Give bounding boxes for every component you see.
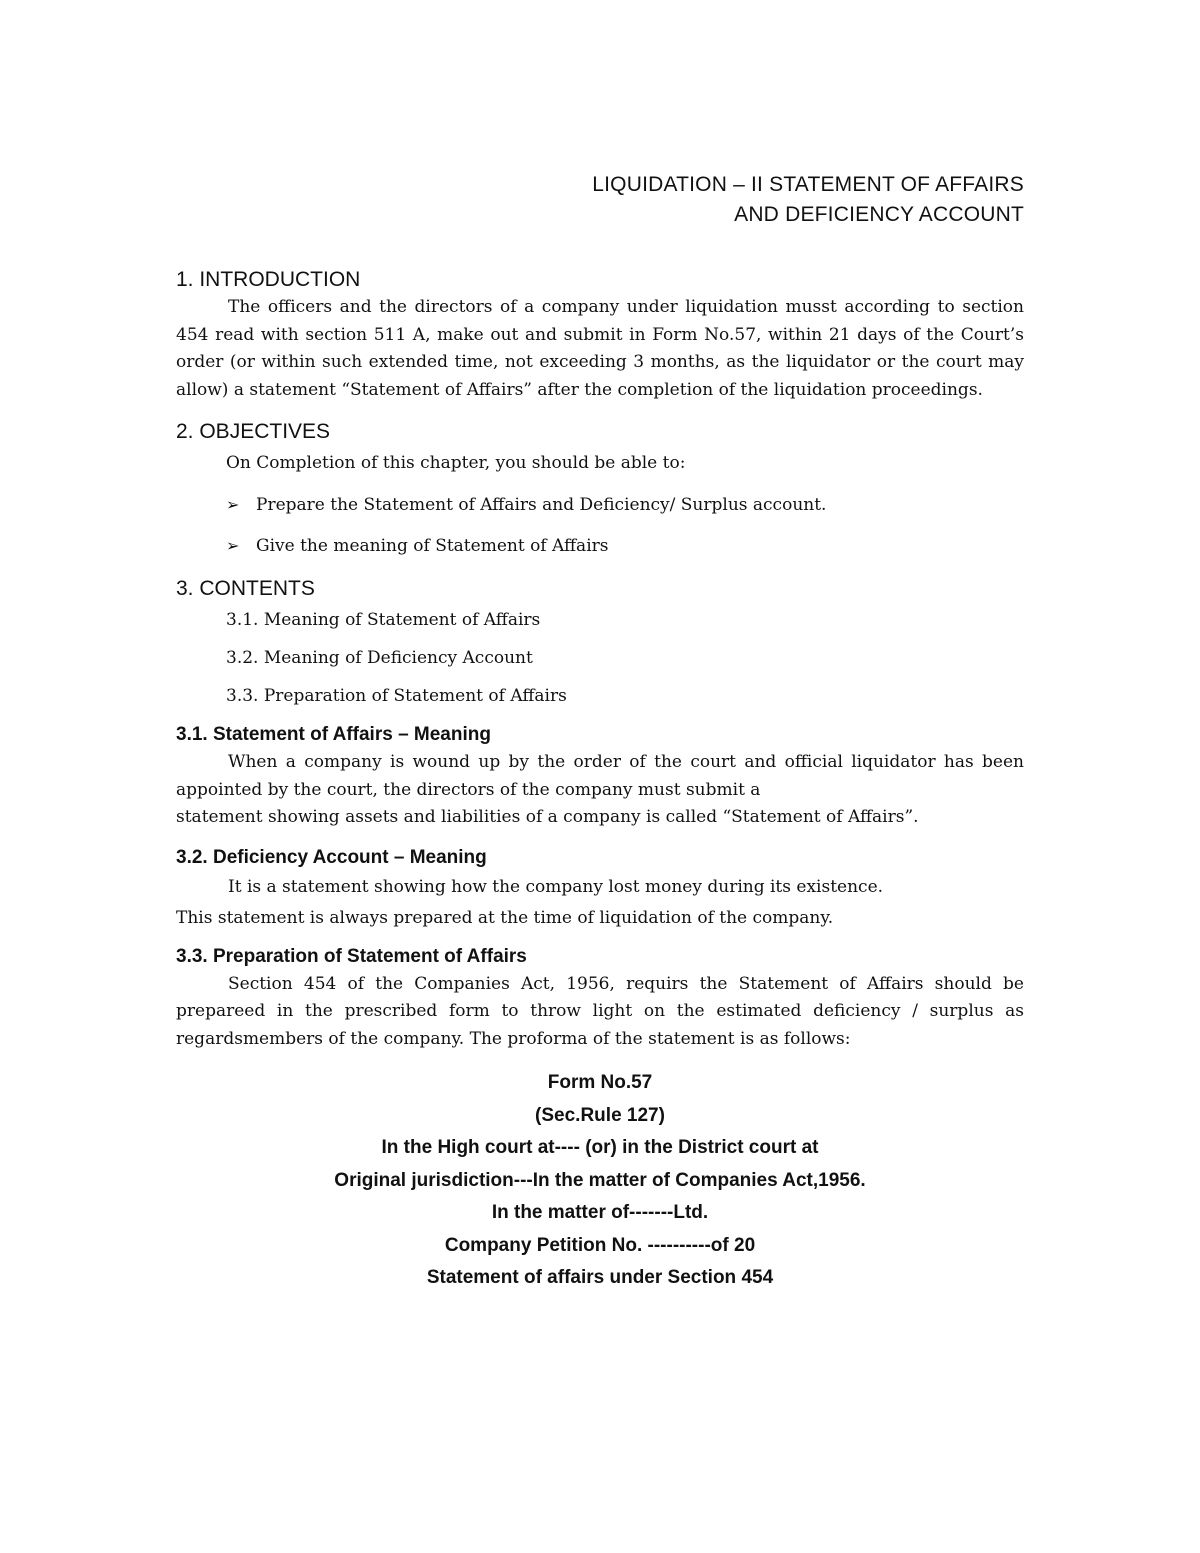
objectives-lead: On Completion of this chapter, you should be able to: [226,453,686,473]
section-3-1-text-line-2: statement showing assets and liabilities of a company is called “Statement of Affairs”. [176,807,919,827]
section-3-1-text-line-1: When a company is wound up by the order of the court and official liquidator has been appointed by the court, the directors of the company must submit a [176,752,1024,800]
section-contents [176,575,1024,709]
title-line-2: AND DEFICIENCY ACCOUNT [734,203,1024,226]
section-3-3-heading: 3.3. Preparation of Statement of Affairs [176,945,527,967]
document-page [176,170,1024,1295]
section-objectives [176,418,1024,559]
introduction-heading: 1. INTRODUCTION [176,268,361,291]
form-line: Company Petition No. ----------of 20 [444,1234,756,1256]
objective-item-text: Give the meaning of Statement of Affairs [256,536,609,556]
arrow-bullet-icon: ➢ [226,495,240,514]
introduction-text: The officers and the directors of a company under liquidation musst according to section 454 read with section 511 A, make out and submit in Form No.57, within 21 days of the Court’s order (or within such extended time, not exceeding 3 months, as the liquidator or the court may allow) a statement “Statement of Affairs” after the completion of the liquidation proceedings. [176,297,1024,400]
form-line: (Sec.Rule 127) [535,1104,665,1126]
section-3-1 [176,721,1024,832]
contents-heading: 3. CONTENTS [176,577,315,600]
objective-item [176,492,1024,518]
objectives-heading: 2. OBJECTIVES [176,420,331,443]
form-line: Original jurisdiction---In the matter of Companies Act,1956. [334,1169,866,1191]
contents-item: 3.3. Preparation of Statement of Affairs [226,686,567,706]
document-title [176,170,1024,230]
form-line: Form No.57 [547,1072,653,1093]
section-3-2-heading: 3.2. Deficiency Account – Meaning [176,846,487,868]
section-3-2-text-line-1: It is a statement showing how the company lost money during its existence. [228,876,884,897]
title-line-1: LIQUIDATION – II STATEMENT OF AFFAIRS [592,173,1024,196]
section-3-2-text-line-2: This statement is always prepared at the time of liquidation of the company. [176,908,834,928]
contents-item: 3.1. Meaning of Statement of Affairs [226,610,541,630]
section-3-2 [176,844,1024,933]
form-line: In the matter of-------Ltd. [491,1202,709,1223]
objective-item-text: Prepare the Statement of Affairs and Deficiency/ Surplus account. [256,495,827,515]
section-3-1-heading: 3.1. Statement of Affairs – Meaning [176,724,491,745]
form-57-block [176,1067,1024,1295]
form-line: Statement of affairs under Section 454 [426,1267,774,1288]
objective-item [176,533,1024,559]
section-3-3 [176,943,1024,1054]
section-3-3-text: Section 454 of the Companies Act, 1956, requirs the Statement of Affairs should be prepareed in the prescribed form to throw light on the estimated deficiency / surplus as regardsmembers of the company. The proforma of the statement is as follows: [176,973,1024,1049]
form-line: In the High court at---- (or) in the District court at [381,1137,819,1158]
section-introduction [176,266,1024,404]
arrow-bullet-icon: ➢ [226,536,240,555]
contents-item: 3.2. Meaning of Deficiency Account [226,648,533,668]
